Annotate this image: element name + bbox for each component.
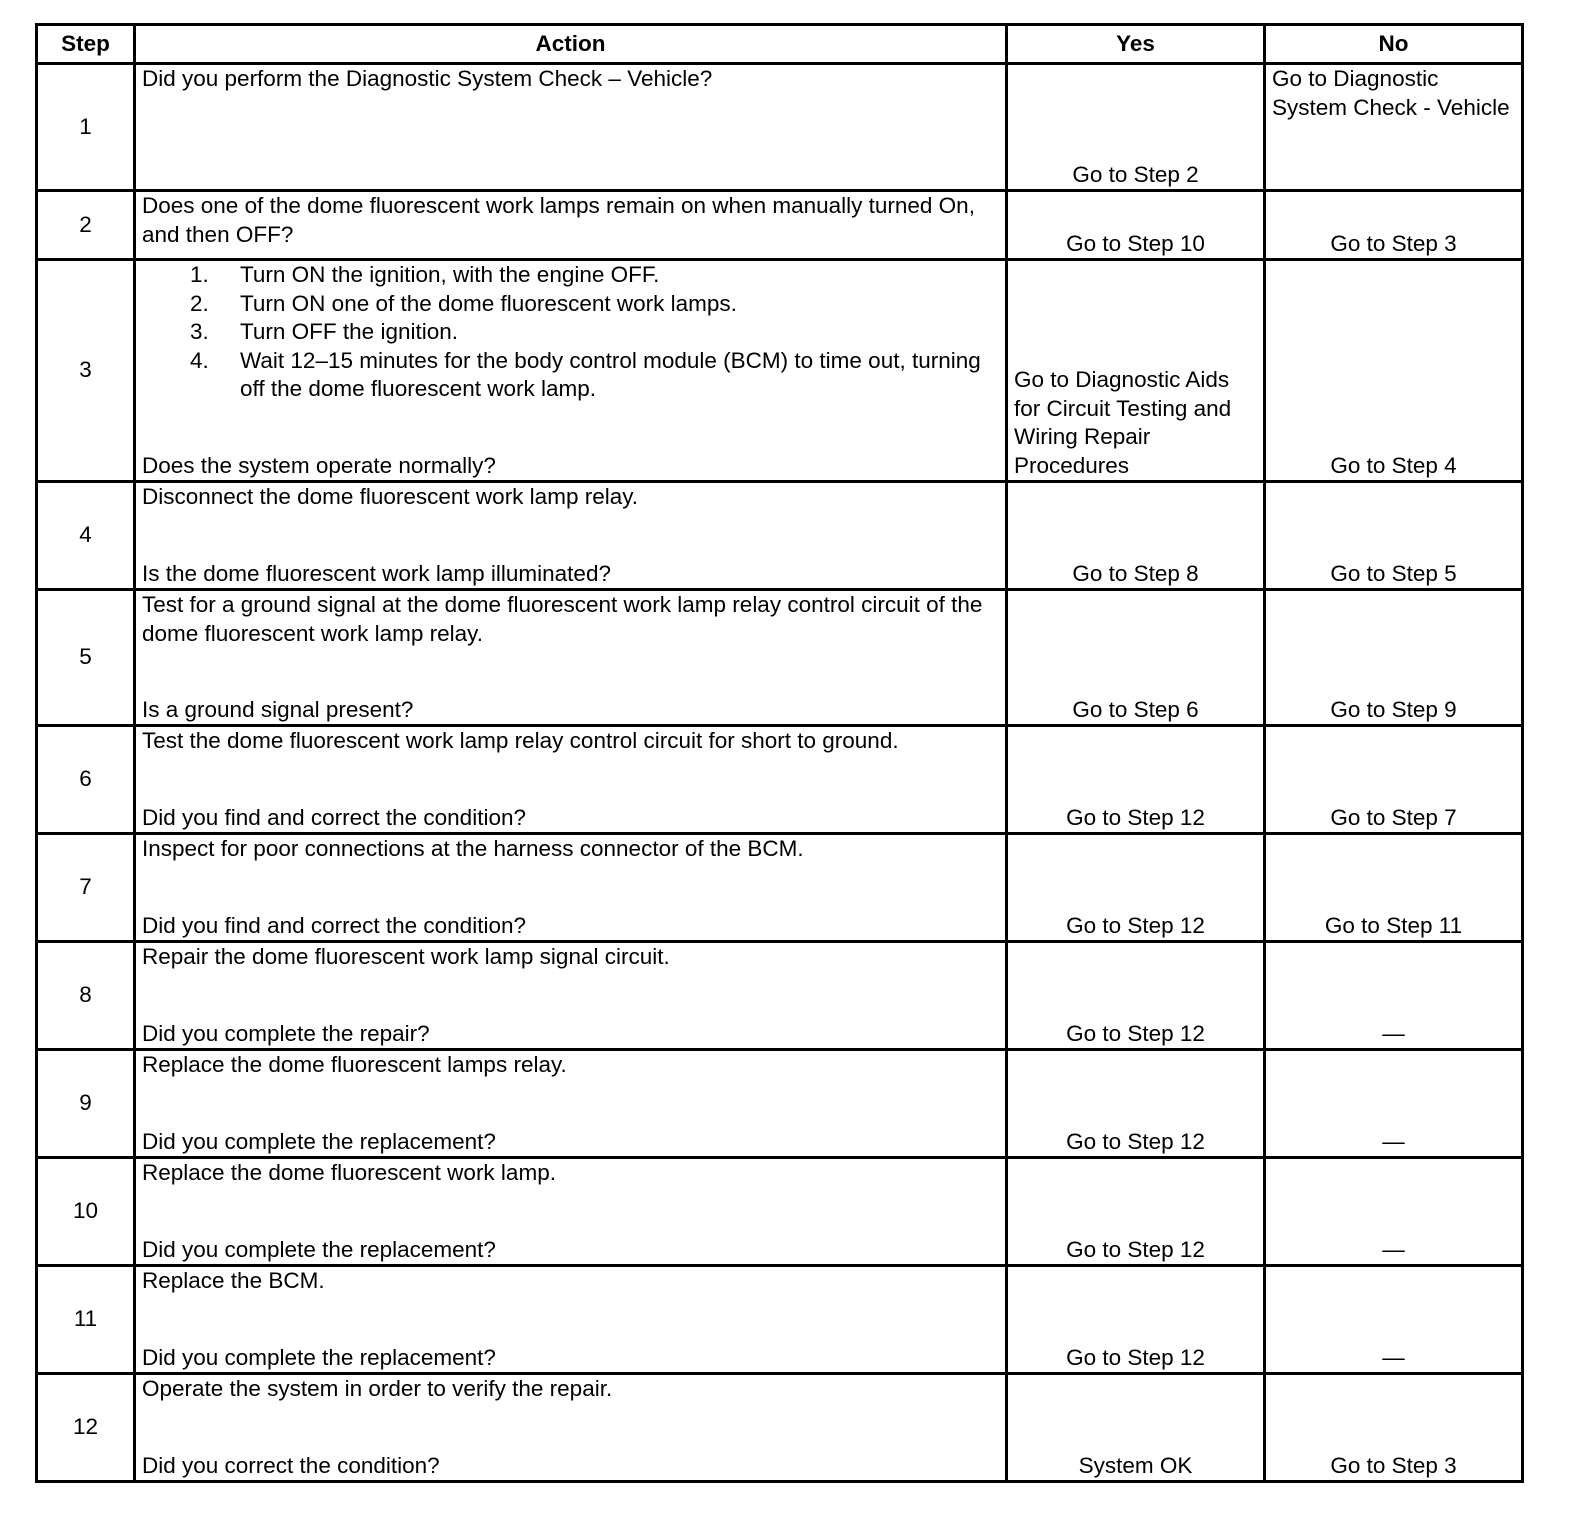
- header-no: No: [1265, 25, 1523, 64]
- table-row: [37, 1374, 1523, 1482]
- action-text: Inspect for poor connections at the harness connector of the BCM.: [142, 836, 804, 861]
- action-cell: [135, 260, 1007, 482]
- action-cell: [135, 834, 1007, 942]
- action-cell: [135, 1158, 1007, 1266]
- yes-cell: Go to Step 12: [1007, 1158, 1265, 1266]
- header-row: [37, 25, 1523, 64]
- list-item: 3. Turn OFF the ignition.: [190, 319, 459, 344]
- table-row: [37, 590, 1523, 726]
- no-cell: —: [1265, 942, 1523, 1050]
- yes-cell: Go to Step 2: [1007, 64, 1265, 191]
- action-cell: [135, 726, 1007, 834]
- question-text: Does the system operate normally?: [142, 452, 496, 478]
- step-number: 1: [37, 64, 135, 191]
- action-cell: [135, 1050, 1007, 1158]
- yes-cell: Go to Step 12: [1007, 1266, 1265, 1374]
- question-text: Did you correct the condition?: [142, 1452, 440, 1478]
- step-number: 12: [37, 1374, 135, 1482]
- header-step: Step: [37, 25, 135, 64]
- table-row: [37, 1050, 1523, 1158]
- header-yes: Yes: [1007, 25, 1265, 64]
- step-number: 3: [37, 260, 135, 482]
- step-number: 4: [37, 482, 135, 590]
- no-cell: Go to Step 11: [1265, 834, 1523, 942]
- step-number: 9: [37, 1050, 135, 1158]
- yes-cell: Go to Step 12: [1007, 942, 1265, 1050]
- question-text: Did you complete the replacement?: [142, 1128, 496, 1154]
- action-cell: [135, 942, 1007, 1050]
- action-text: Test for a ground signal at the dome fluorescent work lamp relay control circuit of the dome fluorescent work lamp relay.: [142, 592, 983, 646]
- table-row: [37, 64, 1523, 191]
- action-cell: [135, 590, 1007, 726]
- table-row: [37, 260, 1523, 482]
- step-number: 11: [37, 1266, 135, 1374]
- table-row: [37, 191, 1523, 260]
- yes-cell: Go to Step 12: [1007, 726, 1265, 834]
- no-cell: —: [1265, 1158, 1523, 1266]
- step-number: 7: [37, 834, 135, 942]
- yes-cell: Go to Step 10: [1007, 191, 1265, 260]
- header-action: Action: [135, 25, 1007, 64]
- action-text: Replace the BCM.: [142, 1268, 325, 1293]
- question-text: Did you find and correct the condition?: [142, 912, 526, 938]
- table-row: [37, 726, 1523, 834]
- list-item: 1. Turn ON the ignition, with the engine OFF.: [190, 262, 660, 287]
- yes-cell: Go to Step 8: [1007, 482, 1265, 590]
- question-text: Did you complete the replacement?: [142, 1236, 496, 1262]
- no-cell: Go to Step 4: [1265, 260, 1523, 482]
- action-cell: [135, 482, 1007, 590]
- action-cell: [135, 191, 1007, 260]
- yes-cell: Go to Step 12: [1007, 1050, 1265, 1158]
- action-text: Test the dome fluorescent work lamp relay control circuit for short to ground.: [142, 728, 899, 753]
- action-cell: [135, 64, 1007, 191]
- no-cell: Go to Step 5: [1265, 482, 1523, 590]
- yes-cell: Go to Diagnostic Aids for Circuit Testing and Wiring Repair Procedures: [1007, 260, 1265, 482]
- diagnostic-table: [35, 23, 1524, 1483]
- action-cell: [135, 1374, 1007, 1482]
- action-text: Does one of the dome fluorescent work lamps remain on when manually turned On, and then OFF?: [142, 193, 975, 247]
- no-cell: Go to Step 3: [1265, 191, 1523, 260]
- action-cell: [135, 1266, 1007, 1374]
- no-cell: —: [1265, 1050, 1523, 1158]
- action-text: Operate the system in order to verify the repair.: [142, 1376, 613, 1401]
- table-row: [37, 834, 1523, 942]
- list-item: 4. Wait 12–15 minutes for the body control module (BCM) to time out, turning off the dome fluorescent work lamp.: [190, 347, 981, 401]
- action-text: Disconnect the dome fluorescent work lamp relay.: [142, 484, 639, 509]
- step-number: 2: [37, 191, 135, 260]
- step-number: 8: [37, 942, 135, 1050]
- question-text: Did you complete the replacement?: [142, 1344, 496, 1370]
- table-row: [37, 1266, 1523, 1374]
- step-number: 10: [37, 1158, 135, 1266]
- yes-cell: System OK: [1007, 1374, 1265, 1482]
- action-text: Replace the dome fluorescent work lamp.: [142, 1160, 556, 1185]
- action-text: Replace the dome fluorescent lamps relay.: [142, 1052, 567, 1077]
- no-cell: Go to Step 3: [1265, 1374, 1523, 1482]
- no-cell: —: [1265, 1266, 1523, 1374]
- question-text: Did you find and correct the condition?: [142, 804, 526, 830]
- no-cell: Go to Step 9: [1265, 590, 1523, 726]
- table-row: [37, 942, 1523, 1050]
- question-text: Did you complete the repair?: [142, 1020, 430, 1046]
- yes-cell: Go to Step 12: [1007, 834, 1265, 942]
- substep-list: [142, 261, 999, 404]
- question-text: Is a ground signal present?: [142, 696, 414, 722]
- no-cell: Go to Step 7: [1265, 726, 1523, 834]
- action-text: Repair the dome fluorescent work lamp signal circuit.: [142, 944, 670, 969]
- table-row: [37, 1158, 1523, 1266]
- no-cell: Go to Diagnostic System Check - Vehicle: [1265, 64, 1523, 191]
- list-item: 2. Turn ON one of the dome fluorescent work lamps.: [190, 290, 737, 316]
- yes-cell: Go to Step 6: [1007, 590, 1265, 726]
- step-number: 6: [37, 726, 135, 834]
- step-number: 5: [37, 590, 135, 726]
- question-text: Is the dome fluorescent work lamp illuminated?: [142, 560, 611, 586]
- table-row: [37, 482, 1523, 590]
- action-text: Did you perform the Diagnostic System Check – Vehicle?: [142, 66, 713, 91]
